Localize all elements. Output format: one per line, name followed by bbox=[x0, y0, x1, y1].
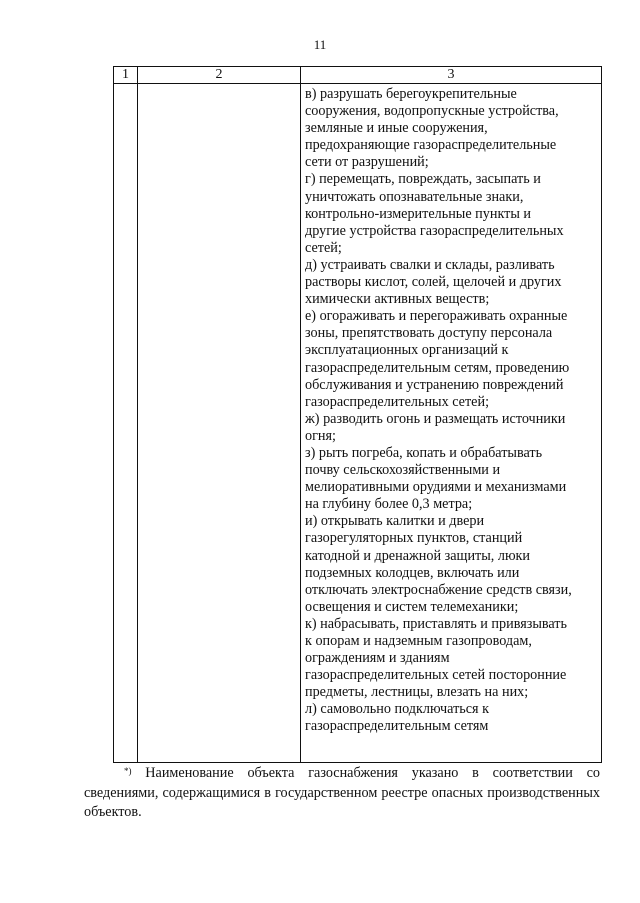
requirements-table bbox=[113, 66, 602, 763]
prohibition-line: газорегуляторных пунктов, станций bbox=[305, 530, 523, 547]
prohibition-line: газораспределительным сетям, проведению bbox=[305, 359, 570, 376]
prohibition-line: сетей; bbox=[305, 239, 342, 256]
table-row bbox=[114, 84, 602, 763]
prohibitions-list bbox=[301, 84, 601, 736]
footnote-text: Наименование объекта газоснабжения указано в соответствии со сведениями, содержащимися в государственном реестре опасных производственных объектов. bbox=[84, 765, 600, 820]
prohibition-line: е) огораживать и перегораживать охранные bbox=[305, 308, 568, 325]
table-header-row bbox=[114, 67, 602, 84]
prohibition-line: контрольно-измерительные пункты и bbox=[305, 205, 532, 222]
column-header-3: 3 bbox=[301, 67, 602, 84]
prohibition-line: катодной и дренажной защиты, люки bbox=[305, 547, 531, 564]
column-3-cell bbox=[301, 84, 602, 763]
prohibition-line: на глубину более 0,3 метра; bbox=[305, 496, 473, 513]
prohibition-line: к опорам и надземным газопроводам, bbox=[305, 633, 532, 649]
column-2-cell bbox=[138, 84, 301, 763]
prohibition-line: мелиоративными орудиями и механизмами bbox=[305, 479, 567, 496]
prohibition-line: з) рыть погреба, копать и обрабатывать bbox=[305, 444, 543, 461]
column-header-1: 1 bbox=[114, 67, 138, 84]
prohibition-line: д) устраивать свалки и склады, разливать bbox=[305, 256, 555, 273]
prohibition-line: в) разрушать берегоукрепительные bbox=[305, 86, 517, 102]
footnote-marker: *) bbox=[124, 766, 132, 776]
prohibition-line: обслуживания и устранению повреждений bbox=[305, 376, 564, 393]
prohibition-line: уничтожать опознавательные знаки, bbox=[305, 188, 524, 205]
prohibition-line: подземных колодцев, включать или bbox=[305, 564, 520, 581]
prohibition-line: почву сельскохозяйственными и bbox=[305, 462, 501, 479]
prohibition-line: газораспределительным сетям bbox=[305, 718, 489, 735]
footnote bbox=[84, 764, 600, 823]
column-header-2: 2 bbox=[138, 67, 301, 84]
prohibition-line: и) открывать калитки и двери bbox=[305, 513, 485, 530]
prohibition-line: газораспределительных сетей посторонние bbox=[305, 667, 567, 684]
prohibition-line: зоны, препятствовать доступу персонала bbox=[305, 325, 553, 342]
prohibition-line: земляные и иные сооружения, bbox=[305, 120, 488, 137]
prohibition-line: газораспределительных сетей; bbox=[305, 393, 490, 410]
prohibition-line: химически активных веществ; bbox=[305, 291, 490, 308]
prohibition-line: к) набрасывать, приставлять и привязывать bbox=[305, 615, 567, 632]
prohibition-line: предохраняющие газораспределительные bbox=[305, 137, 557, 154]
prohibition-line: растворы кислот, солей, щелочей и других bbox=[305, 274, 562, 291]
prohibition-line: сооружения, водопропускные устройства, bbox=[305, 103, 559, 120]
prohibition-line: ограждениям и зданиям bbox=[305, 650, 450, 667]
prohibition-line: освещения и систем телемеханики; bbox=[305, 598, 519, 615]
prohibition-line: огня; bbox=[305, 427, 336, 444]
prohibition-line: предметы, лестницы, влезать на них; bbox=[305, 684, 529, 701]
prohibition-line: л) самовольно подключаться к bbox=[305, 701, 490, 718]
prohibition-line: сети от разрушений; bbox=[305, 154, 429, 171]
prohibition-line: отключать электроснабжение средств связи, bbox=[305, 581, 572, 598]
prohibition-line: ж) разводить огонь и размещать источники bbox=[305, 410, 566, 427]
prohibition-line: эксплуатационных организаций к bbox=[305, 342, 509, 359]
column-1-cell bbox=[114, 84, 138, 763]
page-number: 11 bbox=[313, 37, 327, 52]
prohibition-line: г) перемещать, повреждать, засыпать и bbox=[305, 171, 541, 188]
prohibition-line: другие устройства газораспределительных bbox=[305, 222, 564, 239]
